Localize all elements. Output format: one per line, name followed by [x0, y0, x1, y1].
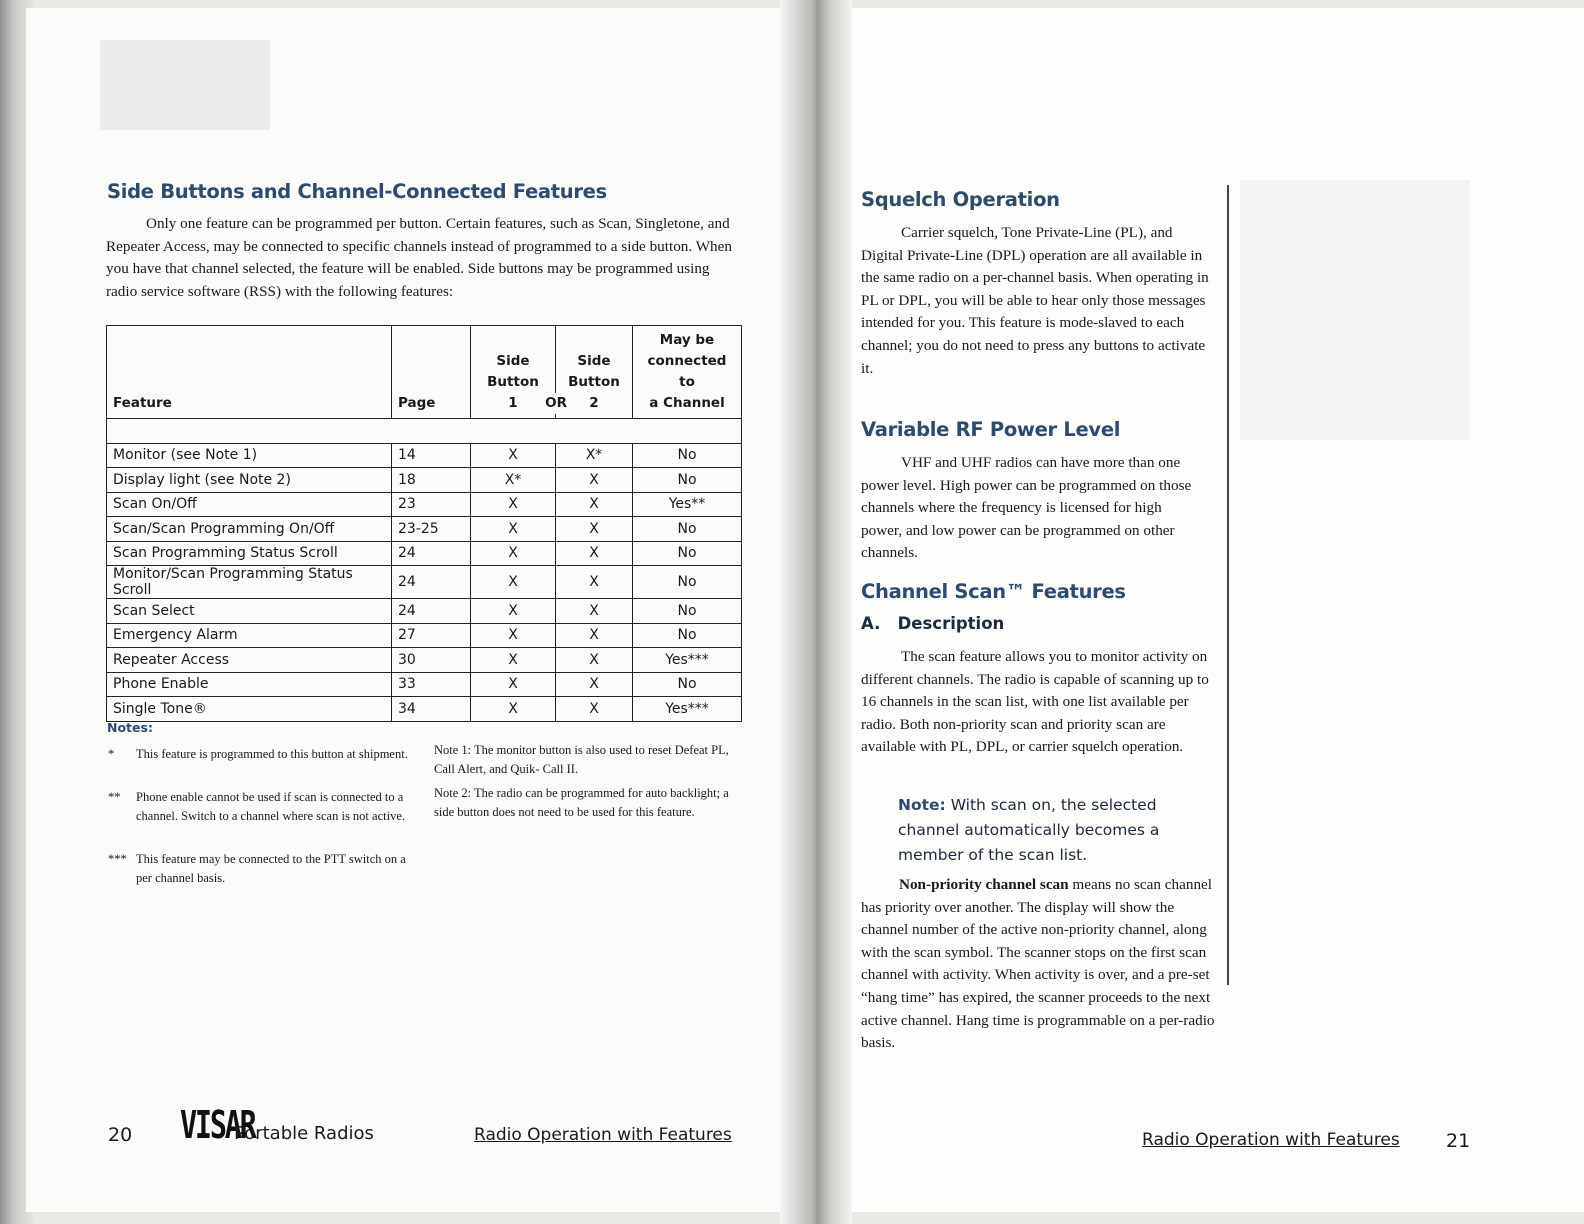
cell-channel: No	[633, 672, 742, 697]
page-number-right: 21	[1446, 1130, 1471, 1152]
table-row	[107, 492, 742, 517]
cell-page: 23-25	[392, 517, 471, 542]
note-star-3	[108, 850, 408, 888]
nonpriority-bold: Non-priority channel scan	[899, 876, 1069, 893]
features-table-body	[107, 443, 742, 721]
note-2: Note 2: The radio can be programmed for auto backlight; a side button does not need to be used for this feature.	[434, 786, 729, 819]
cell-feature: Scan Select	[107, 599, 392, 624]
cell-page: 24	[392, 541, 471, 566]
table-row	[107, 566, 742, 599]
intro-paragraph: Only one feature can be programmed per button. Certain features, such as Scan, Singletone, and Repeater Access, may be connected to specific channels instead of programmed to a side button. When you have that channel selected, the feature will be enabled. Side buttons may be programmed using radio service software (RSS) with the following features:	[106, 215, 732, 300]
table-row	[107, 468, 742, 493]
cell-side-button-1: X	[471, 648, 556, 673]
cell-side-button-2: X	[556, 492, 633, 517]
cell-page: 34	[392, 697, 471, 722]
cell-channel: No	[633, 599, 742, 624]
cell-channel: Yes***	[633, 697, 742, 722]
cell-feature: Monitor (see Note 1)	[107, 443, 392, 468]
note-label: Note:	[898, 796, 946, 814]
note-star-2	[108, 788, 408, 826]
cell-feature: Scan Programming Status Scroll	[107, 541, 392, 566]
cell-side-button-1: X	[471, 443, 556, 468]
table-header-row	[107, 326, 742, 419]
table-row	[107, 541, 742, 566]
brand-product: Portable Radios	[234, 1123, 374, 1144]
note-body: With scan on, the selected channel automatically becomes a member of the scan list.	[898, 796, 1160, 864]
section-heading-squelch: Squelch Operation	[861, 188, 1060, 211]
table-row	[107, 517, 742, 542]
header-channel-line3: a Channel	[649, 395, 725, 411]
table-row	[107, 648, 742, 673]
cell-channel: No	[633, 566, 742, 599]
cell-channel: No	[633, 541, 742, 566]
cell-page: 24	[392, 566, 471, 599]
cell-side-button-2: X*	[556, 443, 633, 468]
section-heading-side-buttons: Side Buttons and Channel-Connected Features	[107, 180, 607, 203]
header-side1-line1: Side	[496, 353, 530, 369]
cell-feature: Scan On/Off	[107, 492, 392, 517]
cell-feature: Emergency Alarm	[107, 623, 392, 648]
cell-side-button-2: X	[556, 566, 633, 599]
cell-side-button-1: X	[471, 672, 556, 697]
cell-feature: Monitor/Scan Programming Status Scroll	[107, 566, 392, 599]
cell-side-button-1: X*	[471, 468, 556, 493]
note-mark: *	[108, 747, 115, 761]
visar-logo: VISAR	[180, 1103, 255, 1147]
section-heading-rf-power: Variable RF Power Level	[861, 418, 1121, 441]
cell-side-button-1: X	[471, 623, 556, 648]
cell-side-button-1: X	[471, 517, 556, 542]
cell-side-button-2: X	[556, 648, 633, 673]
cell-feature: Scan/Scan Programming On/Off	[107, 517, 392, 542]
notes-title: Notes:	[107, 720, 153, 735]
header-side1-line2: Button	[487, 374, 539, 390]
table-row	[107, 599, 742, 624]
cell-page: 24	[392, 599, 471, 624]
scan-note	[898, 793, 1198, 868]
cell-page: 30	[392, 648, 471, 673]
cell-feature: Single Tone®	[107, 697, 392, 722]
table-row	[107, 672, 742, 697]
features-table	[106, 325, 742, 722]
header-channel	[633, 326, 742, 419]
note-1: Note 1: The monitor button is also used to reset Defeat PL, Call Alert, and Quik- Call II.	[434, 743, 729, 776]
show-through-mark	[100, 40, 270, 130]
cell-side-button-2: X	[556, 672, 633, 697]
header-or-label: OR	[543, 393, 569, 414]
note-text: Phone enable cannot be used if scan is connected to a channel. Switch to a channel where scan is not active.	[136, 790, 406, 823]
cell-side-button-2: X	[556, 599, 633, 624]
cell-page: 27	[392, 623, 471, 648]
cell-side-button-2: X	[556, 517, 633, 542]
header-side2-line2: Button	[568, 374, 620, 390]
rf-paragraph: VHF and UHF radios can have more than one power level. High power can be programmed on those channels where the frequency is licensed for high power, and low power can be programmed on other channels.	[861, 454, 1192, 562]
page-number-left: 20	[108, 1124, 133, 1146]
cell-side-button-2: X	[556, 468, 633, 493]
cell-channel: No	[633, 468, 742, 493]
cell-side-button-2: X	[556, 541, 633, 566]
cell-channel: No	[633, 443, 742, 468]
nonpriority-paragraph	[861, 874, 1221, 1055]
cell-page: 18	[392, 468, 471, 493]
note-star-1	[108, 745, 408, 764]
page-gutter	[780, 0, 852, 1224]
scan-paragraph: The scan feature allows you to monitor activity on different channels. The radio is capable of scanning up to 16 channels in the scan list, with one list available per radio. Both non-priority scan and priority scan are available with PL, DPL, or carrier squelch operation.	[861, 648, 1209, 756]
note-mark: **	[108, 790, 121, 804]
cell-feature: Display light (see Note 2)	[107, 468, 392, 493]
cell-page: 14	[392, 443, 471, 468]
note-mark: ***	[108, 852, 127, 866]
cell-channel: No	[633, 517, 742, 542]
cell-side-button-1: X	[471, 599, 556, 624]
header-side2-line1: Side	[577, 353, 611, 369]
section-heading-channel-scan: Channel Scan™ Features	[861, 580, 1126, 603]
nonpriority-text: means no scan channel has priority over another. The display will show the channel number of the active non-priority channel, along with the scan symbol. The scanner stops on the first scan channel with activity. When activity is over, and a pre-set “hang time” has expired, the scanner proceeds to the next active channel. Hang time is programmable on a per-radio basis.	[861, 876, 1215, 1052]
subheading-description: A. Description	[861, 614, 1005, 633]
header-side2-line3: 2	[589, 395, 599, 411]
cell-feature: Repeater Access	[107, 648, 392, 673]
header-channel-line1: May be	[659, 332, 715, 348]
squelch-paragraph: Carrier squelch, Tone Private-Line (PL), and Digital Private-Line (DPL) operation are all available in the same radio on a per-channel basis. When operating in PL or DPL, you will be able to hear only those messages intended for you. This feature is mode-slaved to each channel; you do not need to press any buttons to activate it.	[861, 224, 1209, 377]
table-row	[107, 623, 742, 648]
cell-channel: No	[633, 623, 742, 648]
header-page: Page	[392, 326, 471, 419]
brand-footer	[180, 1103, 374, 1147]
cell-side-button-1: X	[471, 697, 556, 722]
cell-feature: Phone Enable	[107, 672, 392, 697]
cell-channel: Yes**	[633, 492, 742, 517]
table-row	[107, 443, 742, 468]
header-feature: Feature	[107, 326, 392, 419]
table-row	[107, 697, 742, 722]
note-text: This feature may be connected to the PTT switch on a per channel basis.	[136, 852, 406, 885]
header-side1-line3: 1	[508, 395, 518, 411]
cell-page: 33	[392, 672, 471, 697]
show-through-mark	[1240, 180, 1470, 440]
cell-side-button-1: X	[471, 492, 556, 517]
cell-page: 23	[392, 492, 471, 517]
cell-side-button-2: X	[556, 697, 633, 722]
footer-link-right[interactable]: Radio Operation with Features	[1142, 1130, 1400, 1150]
cell-channel: Yes***	[633, 648, 742, 673]
footer-link-left[interactable]: Radio Operation with Features	[474, 1125, 732, 1145]
cell-side-button-1: X	[471, 541, 556, 566]
margin-rule	[1227, 185, 1229, 985]
header-channel-line2: connected to	[647, 353, 727, 390]
header-side-button-1	[471, 326, 567, 419]
cell-side-button-1: X	[471, 566, 556, 599]
cell-side-button-2: X	[556, 623, 633, 648]
note-text: This feature is programmed to this button at shipment.	[136, 747, 408, 761]
